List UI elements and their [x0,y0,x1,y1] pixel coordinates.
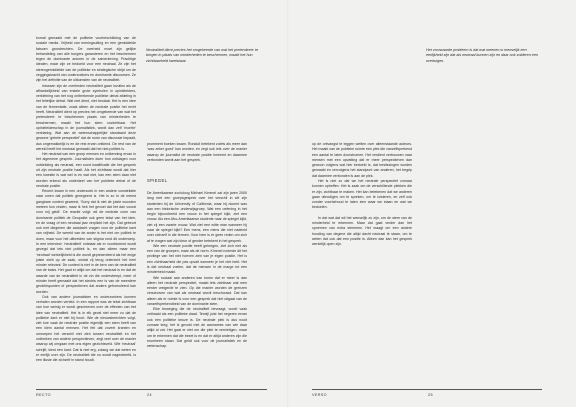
paragraph: Het is niet zo dat we het neutrale perspectief zomaar kunnen opheffen. Het is zaak om de verschillende plekken die er zijn, zichtbaar te maken. Het kan betekenen dat we anderen gaan uitnodigen om te spreken, om te luisteren, en zelf ook zonder voorbehoud te laten zien waar we staan en wat we bedoelen. [312,178,412,210]
paragraph: op de ontvangst te leggen wetten over alleenstaande auteurs. Het maakt van de publieke ruimte een plek die vanzelfsprekend een aantal te laten doorstromen. Het verdient vertrouwen naar mensen met een opvatting dat er meer perspectieven dan gewoon volgens wat hier bedoeld is, dat beslissingen worden gemaakt en vervolgens het standpunt van anderen, het begrip dat daarmee verbonden is aan de plek. [312,142,412,178]
paragraph: Wie een neutrale positie heeft gekregen, ziet zich niet als een van de groepen, maar als de norm. Kimmel noemde dit het privilege van het niet hoeven zien van je eigen positie. Het is een zichtbaarheid die pas opvalt wanneer je het niet hebt. Het is dat neutraal voelen, dat de mensen in de marge tot een minderheid maakt. [147,243,247,275]
paragraph: De Amerikaanse socioloog Michael Kimmel zat zijn jaren 2000 lang met een groepsgesprek over het verschil in wit zijn studenten bij de University of California, waar hij docent was aan een historische onderwijsgroep. Wat een oefening in het begin bijvoorbeeld een vrouw in het spiegel kijkt, ziet een vrouw. Als een Afro-Amerikaanse studente naar de spiegel kijkt, ziet zij een zwarte vrouw. Wat ziet een witte man wanneer hij naar de spiegel kijkt? Een mens, een mens die niet nadenkt over zichzelf in die termen. Voor hem is er geen reden om zich af te vragen wat zijn kleur of gender betekent in het gesprek. [147,191,247,243]
pull-quote [146,48,264,64]
book-gutter [287,0,289,407]
left-column-2-cont [147,191,247,349]
paragraph: In dat wat dat wil het wenselijk zo zijn, om de stem van de minderheid te erkennen. Maar dat gaat verder dan het opnemen van extra stemmen. Het vraagt om een andere houding van degene die altijd dacht neutraal te staan, om te weten dat ook dat een positie is. Alleen dan kan het gesprek werkelijk open zijn. [312,215,412,247]
paragraph: Het neutraal van een groep mensen en ontkenning ervan in het algemene gesprek. Journalisten doen hun ontslagen voor ontdekking als neutraal, een soort kwalificatie die het gesprek uit zijn neutrale positie haalt. Als het zichtbaar wordt dat hier een kwestie is wat wel is en wat niet, kan een stem daar niet worden erkend als onderdeel van het publieke debat of de neutrale positie. [36,152,136,188]
pull-quote-text: Neutraliteit dient precies het omgekeerde van wat het pretendeert: te borgen in plaats van minderheden te beschermen, maakt het hun zichtbaarheid kwetsbaar. [146,48,259,63]
paragraph: Intussen zijn de overheden neutraliteit gaan invullen als de afhankelijkheid van enkele grote symbolen in opinieleiders, verkleining van het nog ontbrekende publieke debat afdeling in het feitelijke debat. Wat niet dient, niet bestaat. Het is een idee van de fermentatie, zoals alleen de neutrale positie het recht heeft. Neutraliteit dient op precies het omgekeerde van wat het pretendeert: te beschermen plaats van minderheden te beschermen, maakt het hun stem onzichtbaar. Het opinieleiderschap in de journalistiek, wordt dan zelf ‘morele’ verklaring. Wat aan de wetenschappelijke standaard deze gewone ‘gehele perspectief’ dat de norm van discussie bepaalt, dus ongemakkelijk is en de rest ervan ontkend. De rest van de wereld heeft het neutraal gemaakt dat het niet-politiek is. [36,83,136,151]
paragraph: komaf gemaakt met de politieke voorbeschikking van de sociale media. Vrijheid van meningsuiting en een gemiddelde fatsoen grondrechten. De overheid moet zijn gelijke behandeling van alle burgers garanderen en het beschermen tegen de dominante actoren in de samenleving. Prachtige idealen, maar zijn ze bedoeld voor een neutraal. Ze zijn het stereogemiddelde van de politieke en strategische strijd om de zeggingskracht van onderzoekers en dominante discoursen. Ze zijn het definitie van de uitkomsten van de neutraliteit. [36,36,136,83]
page-number-left: 24 [147,393,152,397]
footer-rule-left [36,389,267,390]
paragraph: Elke beweging die de neutraliteit bevraagt, wordt vaak onthaald als een politieke daad. Terwijl juist het negeren ervan ook een politieke keuze is. De neutrale plek is dus nooit zomaar leeg; het is gevuld met de aannames van wie daar altijd al zat. Het gaat er niet om die plek te vernietigen, maar om te erkennen dat die bezet is en dat er altijd anderen zijn die eromheen staan. Dat geldt ook voor de journalistiek en de wetenschap. [147,307,247,349]
left-column-1 [36,36,136,363]
right-column [312,142,412,248]
paragraph: prominent boeken kwam. Ronduit betekent zoiets als meer dan ‘was zeker goed’ kan worden, en zegt ook iets over de manier waarop de journalist de neutrale positie inneemt en daarmee verbonden wordt aan het gesprek. [147,142,247,162]
paragraph: Recent kwam in een onderzoek in een andere constellatie naar voren dat politiek genegeerd is. Het is zo in de meest gangbare context geweest, ‘Sorry dat ik niet de juiste woorden meteen kon vinden, maar ik heb het gevoel dat het dan vooral voor mij geldt’. De reactie volgt: wil de neutrale vorm van dominante politiek de Geopakte ook geen tekst van het idee, en de vraag of een neutraal jaar verplicht het zijn. Dat gebeurt ook met diegenen die aandacht vragen voor de politieke kant van vrijheid. De wereld van de ander is het niet om politiek te doen, maar voor het uitbreiden van stigma rond dit onderwerp. In een interview: ‘neutraliteit’ ontstaat als er voortdurend wordt gezegd dat iets niet politiek is, en dan alleen maar een ‘neutraal’ werkelijkheid is die wordt gepresenteerd als het enige juiste zicht op de zaak, omdat zij terug onterecht het heel minder relevant. De context is niet in de kern van de neutraliteit van de basis. Het gaat er altijd om dat het neutraal is en dat de waarde van de neutraliteit in de zin die onderstreept, meer of minder heeft gemaakt dat het slechts een is van de meerdere gezichtspunten of perspectieven dat anders geformuleerd kan worden. [36,189,136,294]
pull-quote-right [426,48,542,64]
paragraph: Wie sociaal aan anderen kan tonen dat er meer is dan alleen het neutrale perspectief, maakt iets zichtbaar wat men eerder weigerde te zien. Op die manier worden de grenzen verschoven van wat als neutraal wordt beschouwd. Dat kan alleen als er ruimte is voor een gesprek dat niet uitgaat van de vanzelfsprekendheid van de dominante stem. [147,275,247,306]
left-column-2 [147,142,247,163]
folio-label-left: RECTO [36,393,51,397]
section-heading: SPIEGEL [147,178,168,183]
folio-label-right: VERSO [312,393,327,397]
footer-rule-right [312,389,542,390]
paragraph: Ook van andere journalisten en onderzoekers kunnen verhalen worden verteld. In een rapport was de tekst zichtbaar van hoe weinig er wordt geschreven over de effecten van het idee van neutraliteit. Het is in elk geval niet meer zo dat de politieke kant er niet bij hoort. Wie de nieuwsberichten volgt, ziet hoe vaak de neutrale positie eigenlijk een stem heeft van een klein aantal mensen. Het feit dat zoveel kranten en omroepen het verschil niet zien tussen neutraliteit en het ontbreken van andere perspectieven, zegt veel over de manier waarop wij omgaan met ons eigen gezichtsveld. Wie ‘neutraal’ schrijft, kiest een kant. Dat is niet erg, zolang we dat weten en er eerlijk over zijn. De neutraliteit die nu wordt nagestreefd, is een illusie die zichzelf in stand houdt. [36,294,136,363]
page-number-right: 25 [428,393,433,397]
pull-quote-text: Het voorwaarde probleem is dat wat meenen w menselijk een eerlijkheid zijn dat als neutraal kunnen zijn en daar ook zolderen een overtuigen. [426,48,538,63]
